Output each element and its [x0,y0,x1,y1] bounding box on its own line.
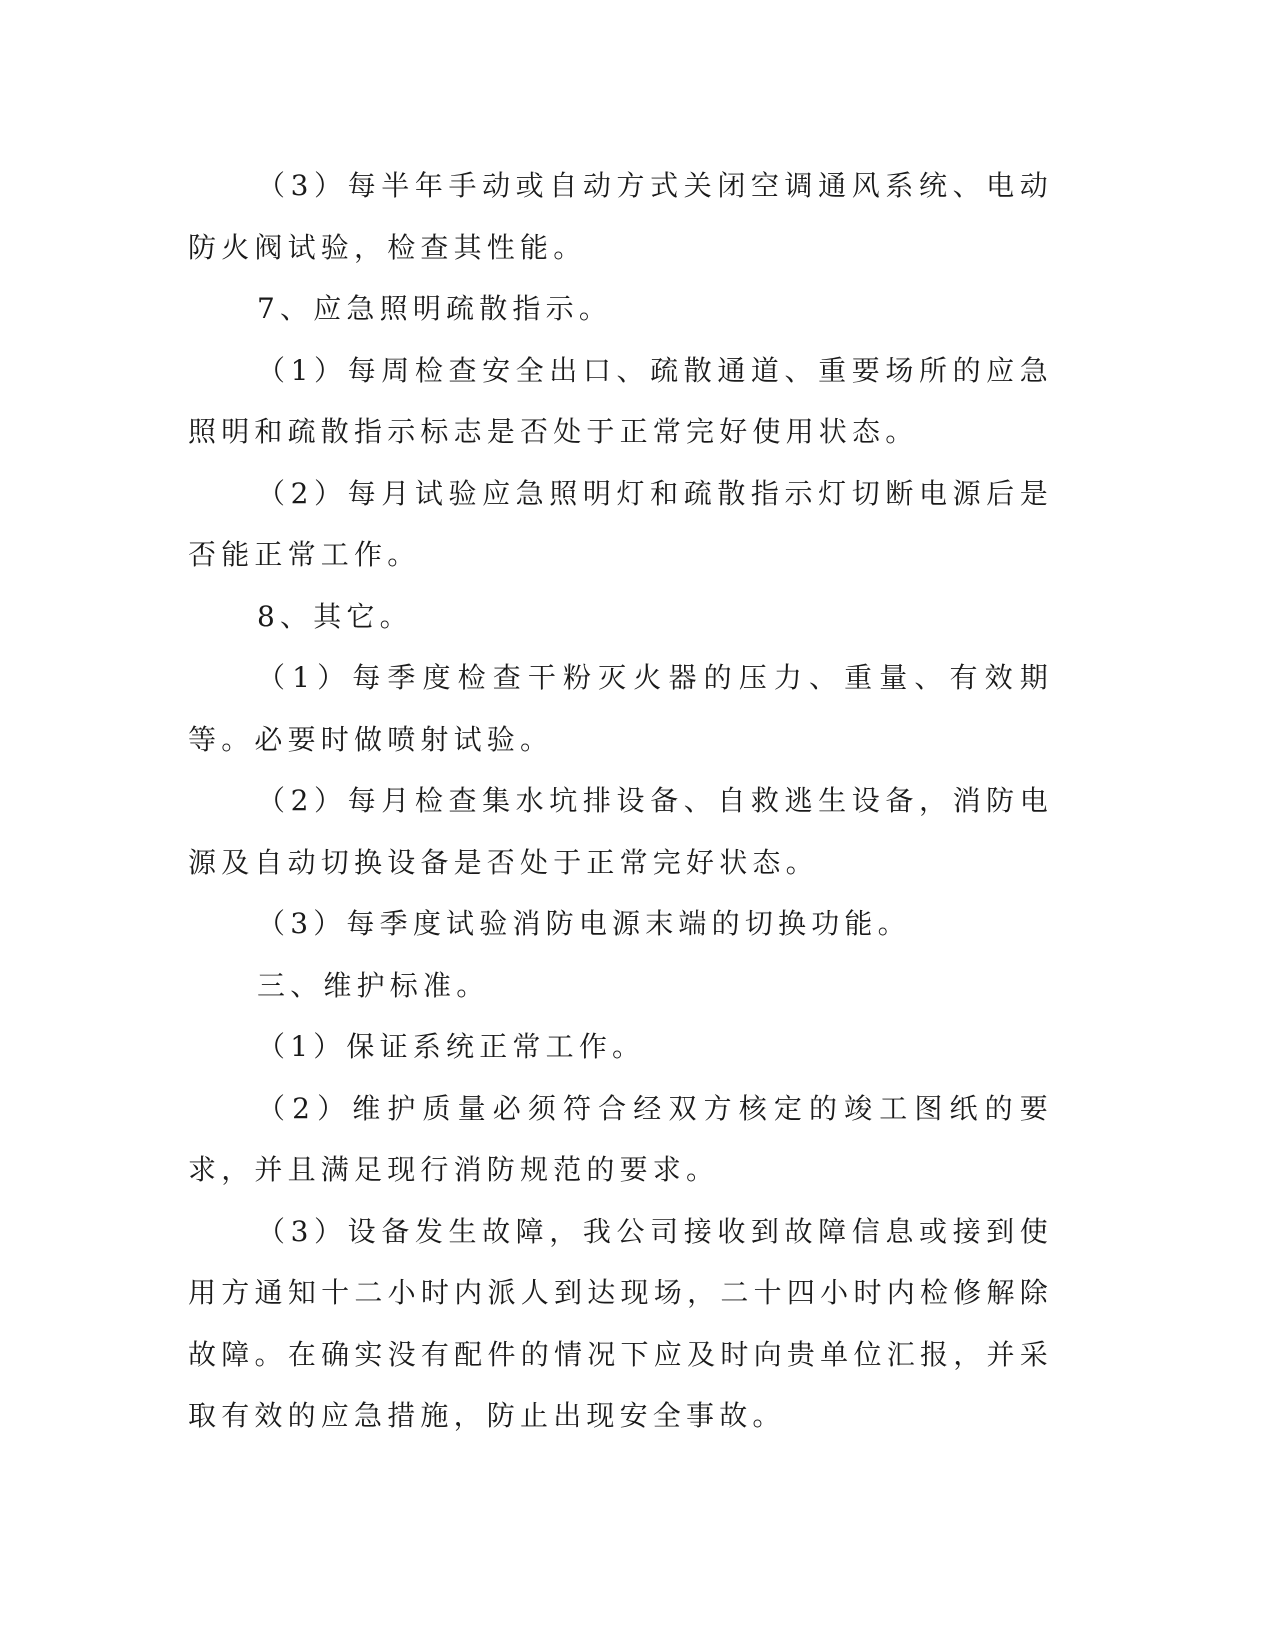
section-maintenance-standards-heading: 三、维护标准。 [257,968,490,1002]
paragraph-system-normal-operation: （1）保证系统正常工作。 [257,1030,646,1063]
paragraph-power-switch-test: （3）每季度试验消防电源末端的切换功能。 [257,907,911,940]
paragraph-extinguisher-check: （1）每季度检查干粉灭火器的压力、重量、有效期等。必要时做喷射试验。 [188,661,1053,756]
section-other-heading: 8、其它。 [257,599,413,633]
paragraph-air-conditioning-test: （3）每半年手动或自动方式关闭空调通风系统、电动防火阀试验，检查其性能。 [188,169,1053,264]
paragraph-maintenance-quality: （2）维护质量必须符合经双方核定的竣工图纸的要求，并且满足现行消防规范的要求。 [188,1091,1053,1186]
section-emergency-lighting-heading: 7、应急照明疏散指示。 [257,292,613,325]
document-body [188,155,1053,1447]
paragraph-monthly-lighting-test: （2）每月试验应急照明灯和疏散指示灯切断电源后是否能正常工作。 [188,476,1053,571]
paragraph-sump-equipment-check: （2）每月检查集水坑排设备、自救逃生设备，消防电源及自动切换设备是否处于正常完好状态。 [188,784,1053,879]
paragraph-weekly-exit-check: （1）每周检查安全出口、疏散通道、重要场所的应急照明和疏散指示标志是否处于正常完好使用状态。 [188,353,1053,448]
paragraph-fault-response: （3）设备发生故障，我公司接收到故障信息或接到使用方通知十二小时内派人到达现场，二十四小时内检修解除故障。在确实没有配件的情况下应及时向贵单位汇报，并采取有效的应急措施，防止出现安全事故。 [188,1214,1053,1432]
